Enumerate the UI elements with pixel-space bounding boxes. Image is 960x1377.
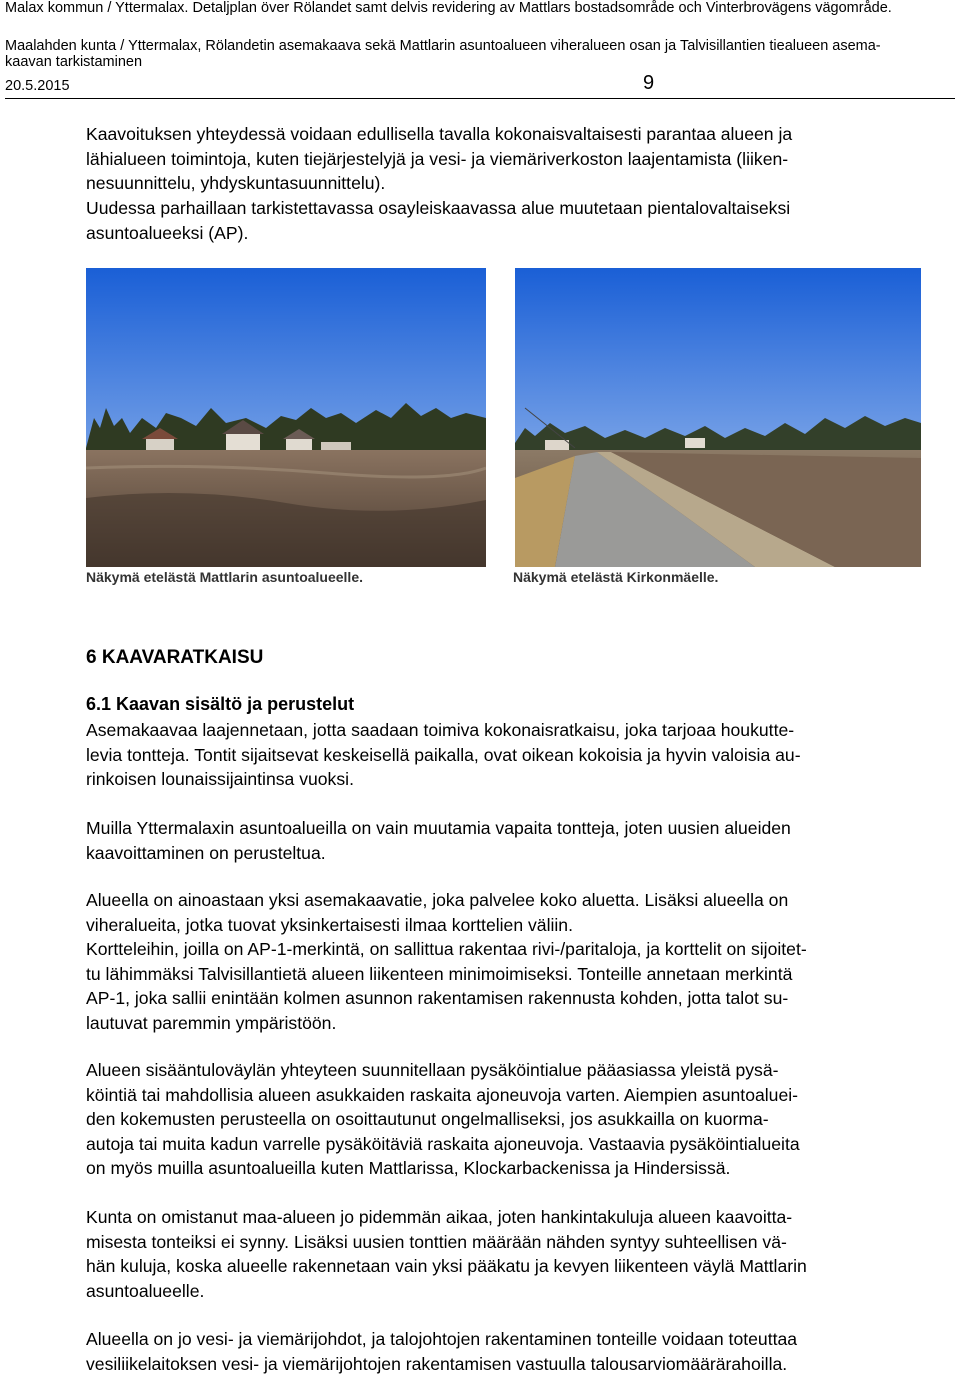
text-line: levia tontteja. Tontit sijaitsevat keskeisellä paikalla, ovat oikean kokoisia ja hyvin valoisia au- bbox=[86, 744, 801, 765]
photo-caption-left: Näkymä etelästä Mattlarin asuntoalueelle. bbox=[86, 569, 363, 585]
text-line: hän kuluja, koska alueelle rakennetaan vain yksi pääkatu ja kevyen liikenteen väylä Mattlarin bbox=[86, 1256, 807, 1276]
intro-paragraph bbox=[86, 122, 952, 246]
header-divider bbox=[5, 98, 955, 99]
text-line: rinkoisen lounaissijaintinsa vuoksi. bbox=[86, 769, 354, 789]
text-line: asuntoalueelle. bbox=[86, 1280, 205, 1301]
text-line: Muilla Yttermalaxin asuntoalueilla on vain muutamia vapaita tontteja, joten uusien alueiden bbox=[86, 818, 791, 838]
text-line: misesta tonteiksi ei synny. Lisäksi uusien tonttien määrään nähden syntyy suhteellisen vä- bbox=[86, 1231, 787, 1252]
text-line: köintiä tai mahdollisia alueen asukkaiden raskaita ajoneuvoja varten. Aiempien asuntoaluei- bbox=[86, 1084, 799, 1105]
header-date: 20.5.2015 bbox=[5, 78, 70, 94]
paragraph-1 bbox=[86, 718, 952, 792]
text-line: nesuunnittelu, yhdyskuntasuunnittelu). bbox=[86, 173, 386, 194]
paragraph-6 bbox=[86, 1327, 952, 1376]
text-line: Alueen sisääntuloväylän yhteyteen suunnitellaan pysäköintialue pääasiassa yleistä pysä- bbox=[86, 1060, 779, 1080]
text-line: asuntoalueeksi (AP). bbox=[86, 222, 249, 243]
photo-church-hill bbox=[515, 268, 921, 567]
header-line-finnish-2: kaavan tarkistaminen bbox=[5, 54, 143, 70]
photo-caption-right: Näkymä etelästä Kirkonmäelle. bbox=[513, 569, 719, 585]
text-line: AP-1, joka sallii enintään kolmen asunnon rakentamisen rakennusta kohden, jotta talot su- bbox=[86, 988, 789, 1008]
page-number: 9 bbox=[643, 72, 655, 94]
text-line: lautuvat paremmin ympäristöön. bbox=[86, 1012, 337, 1033]
text-line: Kunta on omistanut maa-alueen jo pidemmän aikaa, joten hankintakuluja alueen kaavoitta- bbox=[86, 1207, 793, 1227]
paragraph-2 bbox=[86, 816, 952, 865]
subsection-heading: 6.1 Kaavan sisältö ja perustelut bbox=[86, 694, 355, 714]
text-line: vesiliikelaitoksen vesi- ja viemärijohtojen rakentamisen vastuulla talousarviomäärärahoilla. bbox=[86, 1353, 788, 1374]
text-line: Asemakaavaa laajennetaan, jotta saadaan toimiva kokonaisratkaisu, joka tarjoaa houkutte- bbox=[86, 720, 795, 740]
section-heading: 6 KAAVARATKAISU bbox=[86, 647, 264, 668]
paragraph-4 bbox=[86, 1058, 952, 1181]
text-line: Alueella on ainoastaan yksi asemakaavatie, joka palvelee koko aluetta. Lisäksi alueella on bbox=[86, 890, 789, 910]
header-line-finnish-1: Maalahden kunta / Yttermalax, Rölandetin asemakaava sekä Mattlarin asuntoalueen viheralueen osan ja Talvisillantien tiealueen asema- bbox=[5, 38, 881, 54]
photo-mattlar-residential bbox=[86, 268, 486, 567]
paragraph-5 bbox=[86, 1205, 952, 1303]
text-line: Alueella on jo vesi- ja viemärijohdot, ja talojohtojen rakentaminen tonteille voidaan toteuttaa bbox=[86, 1329, 798, 1349]
text-line: viheralueita, jotka tuovat yksinkertaisesti ilmaa korttelien väliin. bbox=[86, 914, 573, 935]
text-line: Kaavoituksen yhteydessä voidaan edullisella tavalla kokonaisvaltaisesti parantaa alueen ja bbox=[86, 124, 793, 144]
text-line: on myös muilla asuntoalueilla kuten Mattlarissa, Klockarbackenissa ja Hindersissä. bbox=[86, 1158, 731, 1178]
text-line: kaavoittaminen on perusteltua. bbox=[86, 842, 326, 863]
text-line: Kortteleihin, joilla on AP-1-merkintä, on sallittua rakentaa rivi-/paritaloja, ja korttelit on sijoitet- bbox=[86, 939, 807, 959]
text-line: den kokemusten perusteella on osoittautunut ongelmalliseksi, jos asukkailla on kuorma- bbox=[86, 1109, 769, 1129]
header-line-swedish: Malax kommun / Yttermalax. Detaljplan över Rölandet samt delvis revidering av Mattlars bostadsområde och Vinterbrovägens vägområde. bbox=[5, 0, 892, 16]
text-line: autoja tai muita kadun varrelle pysäköitäviä raskaita ajoneuvoja. Vastaavia pysäköintialueita bbox=[86, 1133, 800, 1154]
paragraph-3 bbox=[86, 888, 952, 1035]
text-line: lähialueen toimintoja, kuten tiejärjestelyjä ja vesi- ja viemäriverkoston laajentamista (liiken- bbox=[86, 148, 789, 169]
text-line: Uudessa parhaillaan tarkistettavassa osayleiskaavassa alue muutetaan pientalovaltaiseksi bbox=[86, 198, 791, 219]
text-line: tu lähimmäksi Talvisillantietä alueen liikenteen minimoimiseksi. Tonteille annetaan merkintä bbox=[86, 963, 793, 984]
